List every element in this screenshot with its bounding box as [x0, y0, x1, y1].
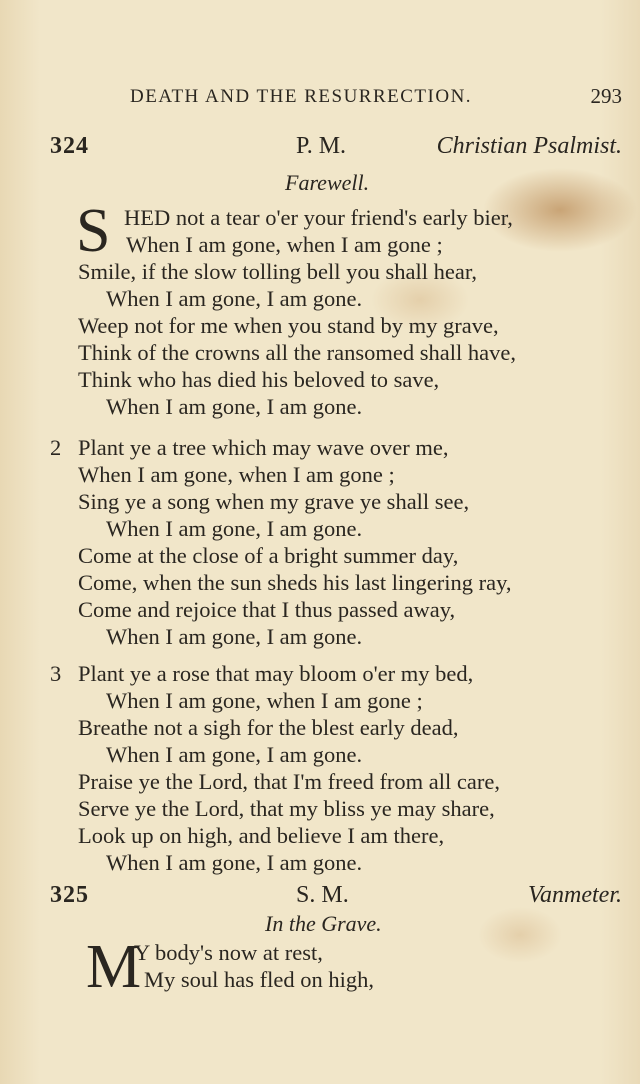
hymn-meter: S. M.: [296, 882, 349, 908]
verse-line: When I am gone, I am gone.: [106, 516, 363, 541]
verse-line: Think who has died his beloved to save,: [78, 367, 440, 392]
hymn-324-heading: [50, 133, 622, 163]
verse-line: Praise ye the Lord, that I'm freed from all care,: [78, 769, 500, 794]
verse-line: Come at the close of a bright summer day,: [78, 543, 459, 568]
verse-line: Think of the crowns all the ransomed shall have,: [78, 340, 517, 365]
verse-line: When I am gone, when I am gone ;: [78, 462, 395, 487]
verse-line: Come, when the sun sheds his last lingering ray,: [78, 570, 512, 595]
verse-line: [50, 434, 449, 461]
verse-line: HED not a tear o'er your friend's early bier,: [124, 205, 513, 230]
stanza-number: 3: [50, 661, 62, 686]
hymn-author: Vanmeter.: [528, 882, 622, 908]
verse-line: My soul has fled on high,: [144, 967, 374, 992]
verse-line: Look up on high, and believe I am there,: [78, 823, 445, 848]
verse-line: Y body's now at rest,: [134, 940, 323, 965]
hymn-number: 325: [50, 882, 89, 908]
verse-line: Weep not for me when you stand by my grave,: [78, 313, 499, 338]
hymn-author: Christian Psalmist.: [436, 133, 622, 159]
verse-line: Smile, if the slow tolling bell you shall hear,: [78, 259, 478, 284]
header-title: DEATH AND THE RESURRECTION.: [130, 86, 473, 107]
verse-line: When I am gone, I am gone.: [106, 286, 363, 311]
drop-cap: M: [86, 933, 142, 1001]
verse-line: When I am gone, I am gone.: [106, 742, 363, 767]
verse-line: When I am gone, I am gone.: [106, 394, 363, 419]
hymn-325-heading: [50, 882, 622, 912]
verse-line: When I am gone, I am gone.: [106, 624, 363, 649]
verse-line: When I am gone, I am gone.: [106, 850, 363, 875]
drop-cap: S: [76, 197, 111, 265]
verse-text: Plant ye a tree which may wave over me,: [78, 435, 449, 460]
verse-line: Serve ye the Lord, that my bliss ye may share,: [78, 796, 495, 821]
verse-line: When I am gone, when I am gone ;: [126, 232, 443, 257]
hymn-number: 324: [50, 133, 89, 159]
verse-line: Come and rejoice that I thus passed away,: [78, 597, 456, 622]
stanza-number: 2: [50, 435, 62, 460]
verse-line: Sing ye a song when my grave ye shall see,: [78, 489, 470, 514]
hymn-325-tune: In the Grave.: [265, 911, 382, 936]
verse-line: [50, 660, 474, 687]
verse-text: Plant ye a rose that may bloom o'er my bed,: [78, 661, 474, 686]
verse-line: Breathe not a sigh for the blest early dead,: [78, 715, 459, 740]
hymn-324-tune: Farewell.: [285, 170, 370, 195]
verse-line: When I am gone, when I am gone ;: [106, 688, 423, 713]
hymn-meter: P. M.: [296, 133, 347, 159]
page-number: 293: [590, 84, 622, 108]
